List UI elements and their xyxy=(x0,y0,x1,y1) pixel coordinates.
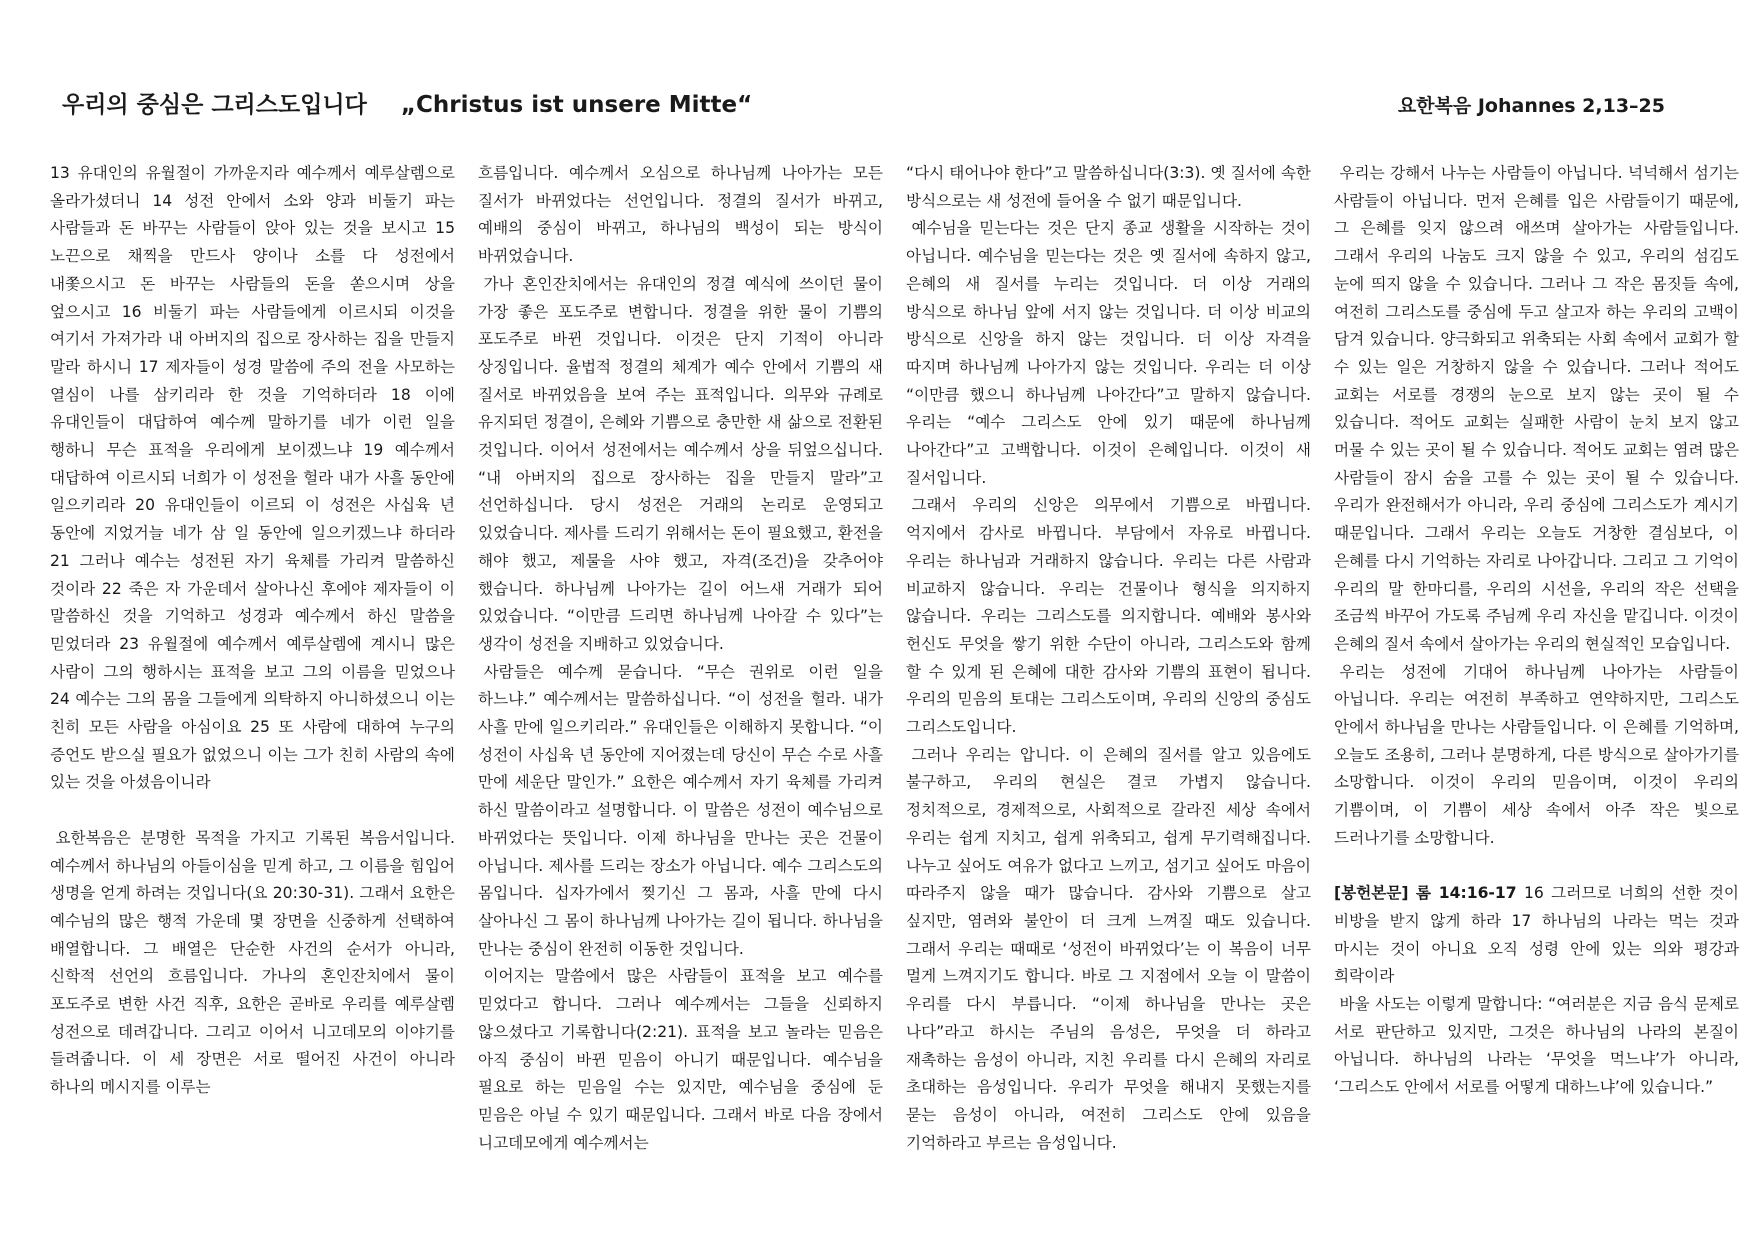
column-2 xyxy=(478,160,883,1220)
offering-label: [봉헌본문] xyxy=(1334,884,1409,903)
paragraph-gap xyxy=(50,797,455,825)
scripture-text: 13 유대인의 유월절이 가까운지라 예수께서 예루살렘으로 올라가셨더니 14 성전 안에서 소와 양과 비둘기 파는 사람들과 돈 바꾸는 사람들이 앉아 있는 것을 보시고 15 노끈으로 채찍을 만드사 양이나 소를 다 성전에서 내쫓으시고 돈 바꾸는 사람들의 돈을 쏟으시며 상을 엎으시고 16 비둘기 파는 사람들에게 이르시되 이것을 여기서 가져가라 내 아버지의 집으로 장사하는 집을 만들지 말라 하시니 17 제자들이 성경 말씀에 주의 전을 사모하는 열심이 나를 삼키리라 한 것을 기억하더라 18 이에 유대인들이 대답하여 예수께 말하기를 네가 이런 일을 행하니 무슨 표적을 우리에게 보이겠느냐 19 예수께서 대답하여 이르시되 너희가 이 성전을 헐라 내가 사흘 동안에 일으키리라 20 유대인들이 이르되 이 성전은 사십육 년 동안에 지었거늘 네가 삼 일 동안에 일으키겠느냐 하더라 21 그러나 예수는 성전된 자기 육체를 가리켜 말씀하신 것이라 22 죽은 자 가운데서 살아나신 후에야 제자들이 이 말씀하신 것을 기억하고 성경과 예수께서 하신 말씀을 믿었더라 23 유월절에 예수께서 예루살렘에 계시니 많은 사람이 그의 행하시는 표적을 보고 그의 이름을 믿었으나 24 예수는 그의 몸을 그들에게 의탁하지 아니하셨으니 이는 친히 모든 사람을 아심이요 25 또 사람에 대하여 누구의 증언도 받으실 필요가 없었으니 이는 그가 친히 사람의 속에 있는 것을 아셨음이니라 xyxy=(50,164,455,792)
paragraph: 그래서 우리의 신앙은 의무에서 기쁨으로 바뀝니다. 억지에서 감사로 바뀝니다. 부담에서 자유로 바뀝니다. 우리는 하나님과 거래하지 않습니다. 우리는 다른 사람과 비교하지 않습니다. 우리는 건물이나 형식을 의지하지 않습니다. 우리는 그리스도를 의지합니다. 예배와 봉사와 헌신도 무엇을 쌓기 위한 수단이 아니라, 그리스도와 함께 할 수 있게 된 은혜에 대한 감사와 기쁨의 표현이 됩니다. 우리의 믿음의 토대는 그리스도이며, 우리의 신앙의 중심도 그리스도입니다. xyxy=(906,496,1311,737)
closing-paragraph: 바울 사도는 이렇게 말합니다: “여러분은 지금 음식 문제로 서로 판단하고 있지만, 그것은 하나님의 나라의 본질이 아닙니다. 하나님의 나라는 ‘무엇을 먹느냐’가 아니라, ‘그리스도 안에서 서로를 어떻게 대하느냐’에 있습니다.” xyxy=(1334,995,1739,1097)
offering-text xyxy=(1334,880,1739,991)
paragraph: 흐름입니다. 예수께서 오심으로 하나님께 나아가는 모든 질서가 바뀌었다는 선언입니다. 정결의 질서가 바뀌고, 예배의 중심이 바뀌고, 하나님의 백성이 되는 방식이 바뀌었습니다. xyxy=(478,164,883,266)
paragraph-gap xyxy=(1334,853,1739,881)
paragraph: 그러나 우리는 압니다. 이 은혜의 질서를 알고 있음에도 불구하고, 우리의 현실은 결코 가볍지 않습니다. 정치적으로, 경제적으로, 사회적으로 갈라진 세상 속에서 우리는 쉽게 지치고, 쉽게 위축되고, 쉽게 무기력해집니다. 나누고 싶어도 여유가 없다고 느끼고, 섬기고 싶어도 마음이 따라주지 않을 때가 많습니다. 감사와 기쁨으로 살고 싶지만, 염려와 불안이 더 크게 느껴질 때도 있습니다. 그래서 우리는 때때로 ‘성전이 바뀌었다’는 이 복음이 너무 멀게 느껴지기도 합니다. 바로 그 지점에서 오늘 이 말씀이 우리를 다시 부릅니다. “이제 하나님을 만나는 곳은 나다”라고 하시는 주님의 음성은, 무엇을 더 하라고 재촉하는 음성이 아니라, 지친 우리를 다시 은혜의 자리로 초대하는 음성입니다. 우리가 무엇을 해내지 못했는지를 묻는 음성이 아니라, 여전히 그리스도 안에 있음을 기억하라고 부르는 음성입니다. xyxy=(906,745,1311,1152)
column-3 xyxy=(906,160,1311,1220)
scripture-reference: 요한복음 Johannes 2,13–25 xyxy=(1397,95,1665,117)
offering-reference: 롬 14:16-17 xyxy=(1415,884,1517,903)
column-1 xyxy=(50,160,455,1220)
title-german: „Christus ist unsere Mitte“ xyxy=(400,92,753,118)
paragraph: 우리는 성전에 기대어 하나님께 나아가는 사람들이 아닙니다. 우리는 여전히 부족하고 연약하지만, 그리스도 안에서 하나님을 만나는 사람들입니다. 이 은혜를 기억하며, 오늘도 조용히, 그러나 분명하게, 다른 방식으로 살아가기를 소망합니다. 이것이 우리의 믿음이며, 이것이 우리의 기쁨이며, 이 기쁨이 세상 속에서 아주 작은 빛으로 드러나기를 소망합니다. xyxy=(1334,662,1739,847)
paragraph: 사람들은 예수께 묻습니다. “무슨 권위로 이런 일을 하느냐.” 예수께서는 말씀하십니다. “이 성전을 헐라. 내가 사흘 만에 일으키리라.” 유대인들은 이해하지 못합니다. “이 성전이 사십육 년 동안에 지어졌는데 당신이 무슨 수로 사흘 만에 세운단 말인가.” 요한은 예수께서 자기 육체를 가리켜 하신 말씀이라고 설명합니다. 이 말씀은 성전이 예수님으로 바뀌었다는 뜻입니다. 이제 하나님을 만나는 곳은 건물이 아닙니다. 제사를 드리는 장소가 아닙니다. 예수 그리스도의 몸입니다. 십자가에서 찢기신 그 몸과, 사흘 만에 다시 살아나신 그 몸이 하나님께 나아가는 길이 됩니다. 하나님을 만나는 중심이 완전히 이동한 것입니다. xyxy=(478,662,883,958)
offering-verse: 16 그러므로 너희의 선한 것이 비방을 받지 않게 하라 17 하나님의 나라는 먹는 것과 마시는 것이 아니요 오직 성령 안에 있는 의와 평강과 희락이라 xyxy=(1334,884,1739,986)
paragraph: 이어지는 말씀에서 많은 사람들이 표적을 보고 예수를 믿었다고 합니다. 그러나 예수께서는 그들을 신뢰하지 않으셨다고 기록합니다(2:21). 표적을 보고 놀라는 믿음은 아직 중심이 바뀐 믿음이 아니기 때문입니다. 예수님을 필요로 하는 믿음일 수는 있지만, 예수님을 중심에 둔 믿음은 아닐 수 있기 때문입니다. 그래서 바로 다음 장에서 니고데모에게 예수께서는 xyxy=(478,967,883,1152)
paragraph: 예수님을 믿는다는 것은 단지 종교 생활을 시작하는 것이 아닙니다. 예수님을 믿는다는 것은 옛 질서에 속하지 않고, 은혜의 새 질서를 누리는 것입니다. 더 이상 거래의 방식으로 하나님 앞에 서지 않는 것입니다. 더 이상 비교의 방식으로 신앙을 하지 않는 것입니다. 더 이상 자격을 따지며 하나님께 나아가지 않는 것입니다. 우리는 더 이상 “이만큼 했으니 하나님께 나아간다”고 말하지 않습니다. 우리는 “예수 그리스도 안에 있기 때문에 하나님께 나아간다”고 고백합니다. 이것이 은혜입니다. 이것이 새 질서입니다. xyxy=(906,219,1311,487)
paragraph: 요한복음은 분명한 목적을 가지고 기록된 복음서입니다. 예수께서 하나님의 아들이심을 믿게 하고, 그 이름을 힘입어 생명을 얻게 하려는 것입니다(요 20:30-31). 그래서 요한은 예수님의 많은 행적 가운데 몇 장면을 신중하게 선택하여 배열합니다. 그 배열은 단순한 사건의 순서가 아니라, 신학적 선언의 흐름입니다. 가나의 혼인잔치에서 물이 포도주로 변한 사건 직후, 요한은 곧바로 우리를 예루살렘 성전으로 데려갑니다. 그리고 이어서 니고데모의 이야기를 들려줍니다. 이 세 장면은 서로 떨어진 사건이 아니라 하나의 메시지를 이루는 xyxy=(50,828,455,1097)
paragraph: “다시 태어나야 한다”고 말씀하십니다(3:3). 옛 질서에 속한 방식으로는 새 성전에 들어올 수 없기 때문입니다. xyxy=(906,164,1311,210)
paragraph: 가나 혼인잔치에서는 유대인의 정결 예식에 쓰이던 물이 가장 좋은 포도주로 변합니다. 정결을 위한 물이 기쁨의 포도주로 바뀐 것입니다. 이것은 단지 기적이 아니라 상징입니다. 율법적 정결의 체계가 예수 안에서 기쁨의 새 질서로 바뀌었음을 보여 주는 표적입니다. 의무와 규례로 유지되던 정결이, 은혜와 기쁨으로 충만한 새 삶으로 전환된 것입니다. 이어서 성전에서는 예수께서 상을 뒤엎으십니다. “내 아버지의 집으로 장사하는 집을 만들지 말라”고 선언하십니다. 당시 성전은 거래의 논리로 운영되고 있었습니다. 제사를 드리기 위해서는 돈이 필요했고, 환전을 해야 했고, 제물을 사야 했고, 자격(조건)을 갖추어야 했습니다. 하나님께 나아가는 길이 어느새 거래가 되어 있었습니다. “이만큼 드리면 하나님께 나아갈 수 있다”는 생각이 성전을 지배하고 있었습니다. xyxy=(478,274,883,653)
text-columns xyxy=(50,160,1740,1220)
title-korean: 우리의 중심은 그리스도입니다 xyxy=(62,92,367,118)
paragraph: 우리는 강해서 나누는 사람들이 아닙니다. 넉넉해서 섬기는 사람들이 아닙니다. 먼저 은혜를 입은 사람들이기 때문에, 그 은혜를 잊지 않으려 애쓰며 살아가는 사람들입니다. 그래서 우리의 나눔도 크지 않을 수 있고, 우리의 섬김도 눈에 띄지 않을 수 있습니다. 그러나 그 작은 몸짓들 속에, 여전히 그리스도를 중심에 두고 살고자 하는 우리의 고백이 담겨 있습니다. 양극화되고 위축되는 사회 속에서 교회가 할 수 있는 일은 거창하지 않을 수 있습니다. 그러나 적어도 교회는 서로를 경쟁의 눈으로 보지 않는 곳이 될 수 있습니다. 적어도 교회는 실패한 사람이 눈치 보지 않고 머물 수 있는 곳이 될 수 있습니다. 적어도 교회는 염려 많은 사람들이 잠시 숨을 고를 수 있는 곳이 될 수 있습니다. 우리가 완전해서가 아니라, 우리 중심에 그리스도가 계시기 때문입니다. 그래서 우리는 오늘도 거창한 결심보다, 이 은혜를 다시 기억하는 자리로 나아갑니다. 그리고 그 기억이 우리의 말 한마디를, 우리의 시선을, 우리의 작은 선택을 조금씩 바꾸어 가도록 주님께 우리 자신을 맡깁니다. 이것이 은혜의 질서 속에서 살아가는 우리의 현실적인 모습입니다. xyxy=(1334,164,1739,653)
column-4 xyxy=(1334,160,1739,1220)
page-header xyxy=(62,86,1665,122)
